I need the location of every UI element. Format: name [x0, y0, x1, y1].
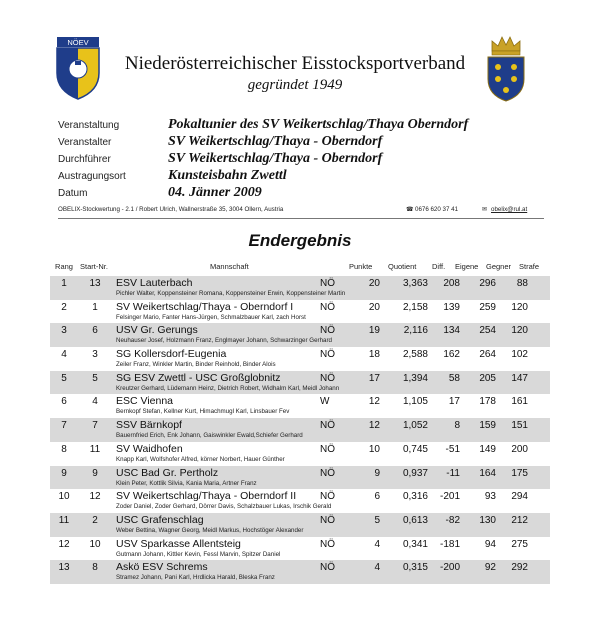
start-number: 10	[89, 538, 101, 550]
own-score: 164	[479, 467, 496, 479]
state: NÖ	[320, 420, 335, 432]
team-name: ESV Lauterbach	[116, 277, 193, 289]
table-row	[50, 442, 550, 466]
info-value: Kunsteisbahn Zwettl	[168, 168, 287, 183]
team-name: SSV Bärnkopf	[116, 419, 182, 432]
rank: 8	[61, 443, 67, 455]
col-strafe: Strafe	[519, 262, 540, 271]
table-row	[50, 276, 550, 300]
team-players: Zeiler Franz, Winkler Martin, Binder Reinhold, Binder Alois	[116, 361, 276, 369]
team-name: USC Bad Gr. Pertholz	[116, 466, 219, 479]
envelope-icon: ✉	[482, 206, 488, 213]
table-row	[50, 371, 550, 395]
team-players: Klein Peter, Kottlik Silvia, Kania Maria, Artner Franz	[116, 479, 257, 487]
rank: 5	[61, 372, 67, 384]
state: NÖ	[320, 443, 335, 455]
difference: -82	[445, 514, 460, 526]
own-score: 254	[479, 325, 496, 337]
team-players: Felsinger Mario, Fanter Hans-Jürgen, Schmalzbauer Karl, zach Horst	[116, 313, 306, 321]
info-label: Veranstalter	[58, 137, 112, 148]
info-label: Datum	[58, 188, 88, 199]
own-score: 264	[479, 349, 496, 361]
quotient: 2,116	[403, 325, 428, 337]
own-score: 259	[479, 301, 496, 313]
quotient: 0,613	[402, 514, 428, 526]
team-name: SV Waidhofen	[116, 442, 183, 455]
quotient: 0,315	[402, 562, 428, 574]
difference: 8	[454, 420, 460, 432]
opponent-score: 147	[511, 372, 528, 384]
team-name: USV Gr. Gerungs	[116, 324, 198, 337]
own-score: 92	[484, 562, 496, 574]
opponent-score: 88	[516, 278, 528, 289]
quotient: 3,363	[402, 278, 428, 289]
points: 19	[368, 325, 380, 337]
rank: 1	[61, 278, 67, 289]
team-players: Pichler Walter, Koppensteiner Romana, Koppensteiner Erwin, Koppensteiner Martin	[116, 290, 346, 297]
quotient: 2,158	[402, 301, 428, 313]
info-label: Durchführer	[58, 154, 111, 165]
team-players: Zoder Daniel, Zoder Gerhard, Dörrer Davis, Schalzbauer Lukas, Irschik Gerald	[116, 503, 332, 511]
points: 12	[368, 420, 380, 432]
rank: 12	[58, 538, 70, 550]
own-score: 178	[479, 396, 496, 408]
quotient: 0,937	[402, 467, 428, 479]
difference: -201	[439, 491, 460, 503]
opponent-score: 120	[511, 325, 528, 337]
team-name: ESC Vienna	[116, 395, 174, 408]
quotient: 0,341	[402, 538, 428, 550]
points: 9	[374, 467, 380, 479]
noev-shield-logo	[55, 35, 101, 101]
col-start: Start-Nr.	[80, 262, 108, 271]
quotient: 1,394	[402, 372, 428, 384]
points: 6	[374, 491, 380, 503]
state: NÖ	[320, 325, 335, 337]
state: NÖ	[320, 491, 335, 503]
team-name: SG ESV Zwettl - USC Großglobnitz	[116, 371, 281, 384]
difference: -181	[439, 538, 460, 550]
phone-number: 0676 620 37 41	[415, 206, 459, 213]
table-row	[50, 300, 550, 324]
rank: 7	[61, 420, 67, 432]
team-players: Knapp Karl, Wolfshofer Alfred, körner Norbert, Hauer Günther	[116, 455, 285, 463]
opponent-score: 120	[511, 301, 528, 313]
state: NÖ	[320, 467, 335, 479]
info-value: SV Weikertschlag/Thaya - Oberndorf	[168, 134, 383, 149]
state: NÖ	[320, 349, 335, 361]
col-quotient: Quotient	[388, 262, 417, 271]
info-value: SV Weikertschlag/Thaya - Oberndorf	[168, 151, 383, 166]
results-table	[50, 276, 550, 584]
start-number: 3	[92, 349, 98, 361]
own-score: 93	[484, 491, 496, 503]
rank: 9	[61, 467, 67, 479]
team-name: USC Grafenschlag	[116, 513, 204, 526]
start-number: 13	[89, 278, 101, 289]
points: 12	[368, 396, 380, 408]
difference: -11	[446, 467, 460, 479]
col-gegner: Gegner	[486, 262, 512, 271]
results-heading: Endergebnis	[248, 231, 352, 250]
opponent-score: 102	[511, 349, 528, 361]
table-row	[50, 489, 550, 513]
points: 5	[374, 514, 380, 526]
federation-title: Niederösterreichischer Eisstocksportverband	[124, 53, 466, 74]
col-diff: Diff.	[432, 262, 446, 271]
team-players: Neuhauser Josef, Holzmann Franz, Englmayer Johann, Schwarzinger Gerhard	[116, 337, 332, 345]
start-number: 9	[92, 467, 98, 479]
state: NÖ	[320, 562, 335, 574]
table-row	[50, 560, 550, 584]
opponent-score: 151	[511, 420, 528, 432]
team-players: Bernkopf Stefan, Kellner Kurt, Himachmugl Karl, Linsbauer Fev	[116, 408, 290, 416]
points: 20	[368, 301, 380, 313]
col-team: Mannschaft	[210, 262, 249, 271]
difference: -51	[445, 443, 460, 455]
own-score: 149	[479, 443, 496, 455]
state: NÖ	[320, 538, 335, 550]
team-name: SV Weikertschlag/Thaya - Oberndorf I	[116, 300, 294, 313]
federation-subtitle: gegründet 1949	[247, 77, 343, 93]
coat-of-arms-icon	[484, 33, 528, 103]
own-score: 159	[479, 420, 496, 432]
svg-text:NÖEV: NÖEV	[67, 38, 89, 47]
start-number: 6	[92, 325, 98, 337]
rank: 3	[61, 325, 67, 337]
table-row	[50, 418, 550, 442]
points: 4	[374, 562, 380, 574]
quotient: 1,105	[402, 396, 428, 408]
difference: -200	[439, 562, 460, 574]
col-eigene: Eigene	[455, 262, 479, 271]
points: 4	[374, 538, 380, 550]
divider	[58, 218, 544, 219]
table-row	[50, 537, 550, 561]
quotient: 0,745	[402, 443, 428, 455]
points: 10	[368, 443, 380, 455]
opponent-score: 212	[511, 514, 528, 526]
opponent-score: 200	[511, 443, 528, 455]
state: NÖ	[320, 514, 335, 526]
state: NÖ	[320, 301, 335, 313]
info-label: Austragungsort	[58, 171, 126, 182]
difference: 208	[443, 278, 460, 289]
state: NÖ	[320, 372, 335, 384]
start-number: 8	[92, 562, 98, 574]
rank: 6	[61, 396, 67, 408]
quotient: 2,588	[402, 349, 428, 361]
opponent-score: 294	[511, 491, 528, 503]
table-row	[50, 347, 550, 371]
table-row	[50, 323, 550, 347]
rank: 10	[58, 491, 70, 503]
difference: 134	[443, 325, 460, 337]
points: 20	[368, 278, 380, 289]
own-score: 130	[479, 514, 496, 526]
opponent-score: 175	[511, 467, 528, 479]
quotient: 1,052	[402, 420, 428, 432]
difference: 58	[448, 372, 460, 384]
table-header	[50, 262, 550, 274]
start-number: 11	[89, 443, 101, 455]
start-number: 7	[92, 420, 98, 432]
start-number: 12	[89, 491, 101, 503]
start-number: 1	[92, 301, 98, 313]
rank: 4	[61, 349, 67, 361]
opponent-score: 292	[511, 562, 528, 574]
team-players: Bauernfried Erich, Enk Johann, Gaiswinkler Ewald,Schiefer Gerhard	[116, 432, 303, 440]
info-value: 04. Jänner 2009	[168, 185, 262, 200]
table-row	[50, 466, 550, 490]
opponent-score: 161	[511, 396, 528, 408]
table-row	[50, 513, 550, 537]
difference: 139	[443, 301, 460, 313]
quotient: 0,316	[402, 491, 428, 503]
start-number: 4	[92, 396, 98, 408]
state: W	[320, 396, 330, 408]
team-players: Stramez Johann, Pani Karl, Hrdlicka Harald, Bleska Franz	[116, 574, 275, 582]
start-number: 5	[92, 372, 98, 384]
info-value: Pokaltunier des SV Weikertschlag/Thaya Oberndorf	[168, 117, 469, 132]
col-punkte: Punkte	[349, 262, 373, 271]
phone-icon: ☎	[406, 206, 414, 213]
difference: 162	[443, 349, 460, 361]
own-score: 205	[479, 372, 496, 384]
team-players: Weber Bettina, Wagner Georg, Meidl Markus, Hochstöger Alexander	[116, 526, 304, 534]
team-players: Gutmann Johann, Kittler Kevin, Fessl Marvin, Spitzer Daniel	[116, 550, 281, 558]
points: 18	[368, 349, 380, 361]
team-name: SV Weikertschlag/Thaya - Oberndorf II	[116, 490, 297, 503]
own-score: 94	[484, 538, 496, 550]
info-label: Veranstaltung	[58, 120, 120, 131]
state: NÖ	[320, 278, 335, 289]
team-name: Askö ESV Schrems	[116, 561, 208, 574]
team-name: USV Sparkasse Allentsteig	[116, 537, 241, 550]
points: 17	[368, 372, 380, 384]
own-score: 296	[479, 278, 496, 289]
rank: 13	[58, 562, 70, 574]
team-name: SG Kollersdorf-Eugenia	[116, 348, 227, 361]
rank: 2	[61, 301, 67, 313]
col-rang: Rang	[55, 262, 73, 271]
start-number: 2	[92, 514, 98, 526]
email-link[interactable]: obelix@rul.at	[491, 206, 528, 213]
opponent-score: 275	[511, 538, 528, 550]
software-credit: OBELIX-Stockwertung - 2.1 / Robert Ulrich, Wallnerstraße 35, 3004 Ollern, Austria	[58, 206, 284, 213]
team-players: Kreutzer Gerhard, Lüdemann Heinz, Dietrich Robert, Widhalm Karl, Meidl Johann	[116, 384, 340, 392]
rank: 11	[58, 514, 70, 526]
table-row	[50, 394, 550, 418]
difference: 17	[448, 396, 460, 408]
